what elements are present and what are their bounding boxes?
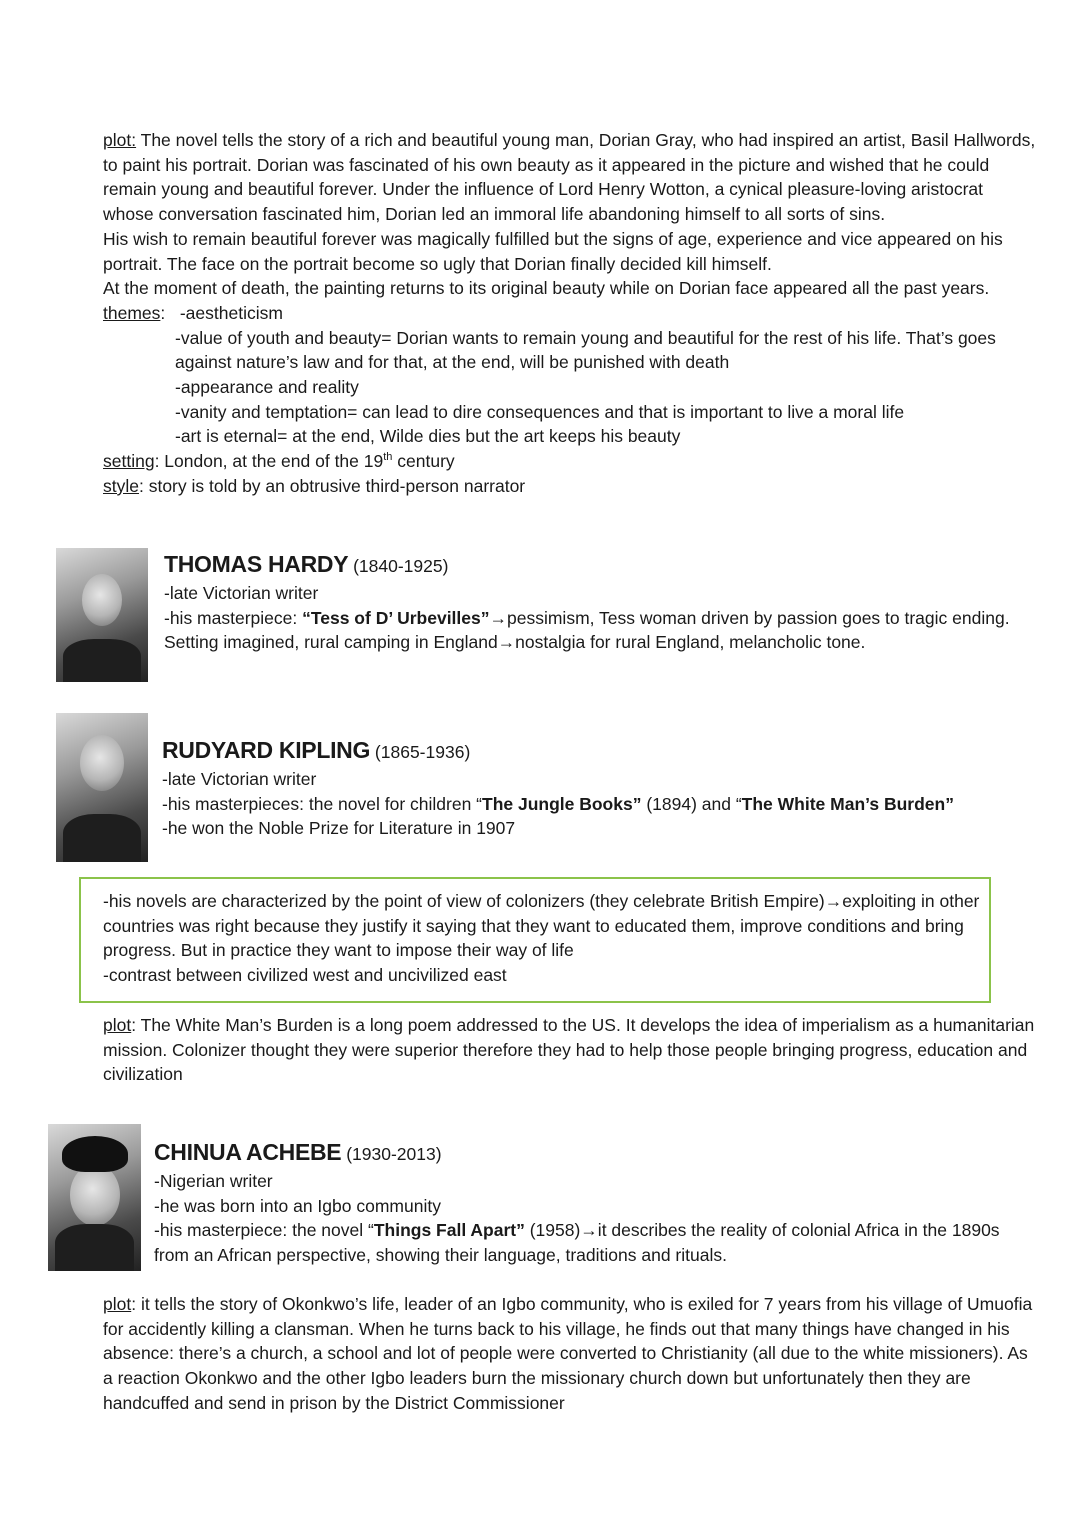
plot-text: : it tells the story of Okonkwo’s life, leader of an Igbo community, who is exiled for 7 years from his village of Umuofia <box>131 1294 1033 1314</box>
themes-label: themes <box>103 302 161 323</box>
style-text: : story is told by an obtrusive third-person narrator <box>138 475 526 496</box>
plot-text: civilization <box>103 1064 183 1085</box>
setting-sup: th <box>383 451 393 464</box>
plot-label: plot <box>103 1015 132 1035</box>
setting-text: : London, at the end of the 19 <box>154 451 384 472</box>
kipling-notes <box>103 889 979 988</box>
book-title: The White Man’s Burden” <box>741 793 954 814</box>
kipling-section <box>162 735 954 841</box>
achebe-section <box>154 1137 1000 1268</box>
plot-text: remain young and beautiful forever. Under the influence of Lord Henry Wotton, a cynical pleasure-loving aristocrat <box>103 179 984 200</box>
bio-text: (1894) and “ <box>641 793 742 814</box>
book-title: The Jungle Books” <box>482 793 642 814</box>
book-title: “Tess of D’ Urbevilles” <box>302 607 490 628</box>
author-name: THOMAS HARDY <box>164 551 349 577</box>
author-name: RUDYARD KIPLING <box>162 737 371 763</box>
bio-text: -his masterpieces: the novel for children “ <box>162 793 482 814</box>
note-line: countries was right because they justify it saying that they want to educated them, improve conditions and bring <box>103 915 964 936</box>
plot-text: whose conversation fascinated him, Dorian led an immoral life abandoning himself to all sorts of sins. <box>103 204 886 225</box>
hardy-section <box>164 549 1010 655</box>
bio-line: from an African perspective, showing their language, traditions and rituals. <box>154 1245 727 1266</box>
rudyard-kipling-portrait <box>56 713 148 862</box>
achebe-plot <box>103 1292 1032 1416</box>
plot-text: a reaction Okonkwo and the other Igbo leaders burn the missionary church down but unfortunately then they are <box>103 1368 971 1389</box>
plot-text: : The White Man’s Burden is a long poem addressed to the US. It develops the idea of imperialism as a humanitarian <box>131 1015 1035 1035</box>
style-label: style <box>103 475 139 496</box>
bio-text: →pessimism, Tess woman driven by passion goes to tragic ending. <box>489 607 1010 628</box>
bio-text: -his masterpiece: the novel “ <box>154 1220 374 1241</box>
bio-line: -he won the Noble Prize for Literature in 1907 <box>162 818 516 839</box>
plot-text: The novel tells the story of a rich and beautiful young man, Dorian Gray, who had inspired an artist, Basil Hallwords, <box>136 130 1036 150</box>
theme-item: : -aestheticism <box>160 302 283 323</box>
plot-label: plot <box>103 1294 132 1314</box>
bio-line: Setting imagined, rural camping in England→nostalgia for rural England, melancholic tone. <box>164 632 866 653</box>
author-name: CHINUA ACHEBE <box>154 1139 342 1165</box>
plot-text: mission. Colonizer thought they were superior therefore they had to help those people bringing progress, education and <box>103 1039 1028 1060</box>
bio-line: -late Victorian writer <box>162 769 317 789</box>
thomas-hardy-portrait <box>56 548 148 682</box>
setting-tail: century <box>392 451 455 472</box>
plot-text: absence: there’s a church, a school and lot of people were converted to Christianity (all due to the white missioners). As <box>103 1343 1028 1364</box>
bio-line: -late Victorian writer <box>164 583 319 603</box>
author-years: (1930-2013) <box>341 1144 442 1164</box>
plot-text: handcuffed and send in prison by the District Commissioner <box>103 1392 565 1413</box>
plot-text: portrait. The face on the portrait become so ugly that Dorian finally decided kill himself. <box>103 253 772 274</box>
theme-item: against nature’s law and for that, at the end, will be punished with death <box>175 352 730 373</box>
theme-item: -value of youth and beauty= Dorian wants to remain young and beautiful for the rest of his life. That’s goes <box>175 327 996 348</box>
plot-text: for accidently killing a clansman. When he turns back to his village, he finds out that many things have changed in his <box>103 1318 1010 1339</box>
plot-label: plot: <box>103 130 137 150</box>
note-line: progress. But in practice they want to impose their way of life <box>103 940 574 961</box>
bio-text: -his masterpiece: <box>164 607 303 628</box>
bio-text: (1958)→it describes the reality of colonial Africa in the 1890s <box>524 1220 1000 1241</box>
note-line: -contrast between civilized west and uncivilized east <box>103 965 507 986</box>
theme-item: -art is eternal= at the end, Wilde dies but the art keeps his beauty <box>175 426 681 447</box>
setting-label: setting <box>103 451 155 472</box>
plot-text: to paint his portrait. Dorian was fascinated of his own beauty as it appeared in the picture and wished that he could <box>103 154 990 175</box>
chinua-achebe-portrait <box>48 1124 141 1271</box>
note-line: -his novels are characterized by the point of view of colonizers (they celebrate British Empire)→exploiting in other <box>103 891 980 911</box>
book-title: Things Fall Apart” <box>373 1220 525 1241</box>
author-years: (1865-1936) <box>370 742 471 762</box>
plot-text: At the moment of death, the painting returns to its original beauty while on Dorian face appeared all the past years. <box>103 278 990 299</box>
theme-item: -appearance and reality <box>175 377 359 398</box>
author-years: (1840-1925) <box>348 556 449 576</box>
bio-line: -he was born into an Igbo community <box>154 1195 441 1216</box>
plot-text: His wish to remain beautiful forever was magically fulfilled but the signs of age, experience and vice appeared on his <box>103 228 1003 249</box>
kipling-plot <box>103 1013 1034 1087</box>
theme-item: -vanity and temptation= can lead to dire consequences and that is important to live a moral life <box>175 401 905 422</box>
wilde-section <box>103 128 1035 499</box>
bio-line: -Nigerian writer <box>154 1171 273 1191</box>
